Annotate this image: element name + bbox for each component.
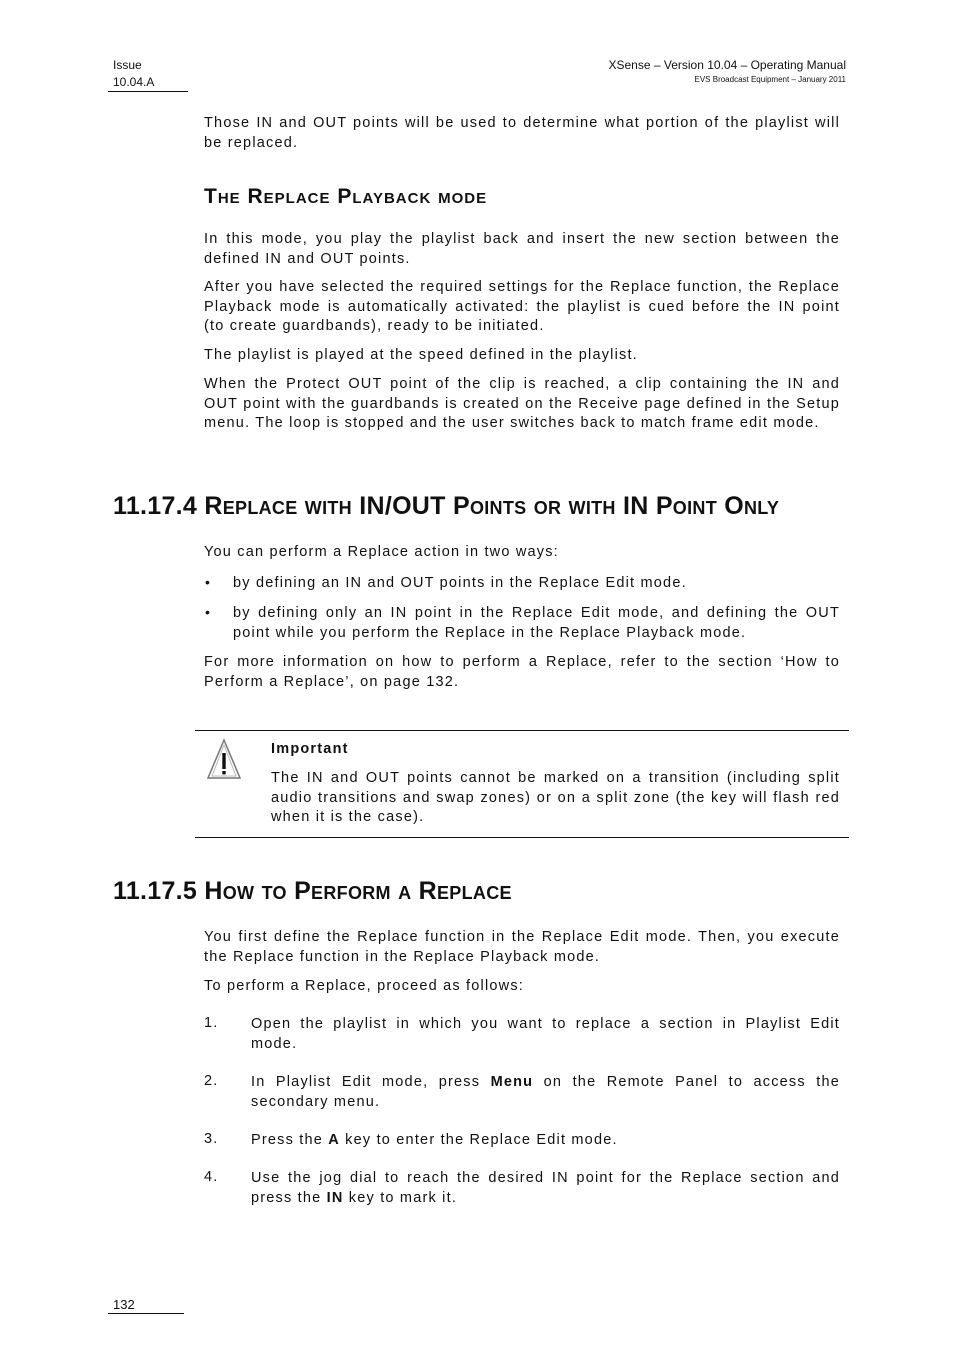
heading-11-17-5: 11.17.5 How to Perform a Replace [113, 877, 512, 905]
section-1175-paragraph-1: You first define the Replace function in the Replace Edit mode. Then, you execute the Replace function in the Replace Playback mode. [204, 929, 840, 965]
intro-paragraph: Those IN and OUT points will be used to determine what portion of the playlist will be replaced. [204, 115, 840, 151]
warning-icon [206, 738, 242, 780]
key-label: A [328, 1132, 340, 1148]
step-number: 1. [204, 1015, 219, 1031]
step-text: Open the playlist in which you want to replace a section in Playlist Edit mode. [251, 1016, 840, 1052]
step-text: Use the jog dial to reach the desired IN point for the Replace section and press the IN key to mark it. [251, 1170, 840, 1206]
key-label: Menu [490, 1074, 534, 1090]
important-text: The IN and OUT points cannot be marked on a transition (including split audio transitions and swap zones) or on a split zone (the key will flash red when it is the case). [271, 770, 840, 825]
header-left-rule [108, 91, 188, 92]
step-text: Press the A key to enter the Replace Edit mode. [251, 1132, 618, 1148]
step-number: 3. [204, 1131, 219, 1147]
key-label: IN [326, 1189, 344, 1206]
publisher-line: EVS Broadcast Equipment – January 2011 [694, 75, 846, 84]
playback-paragraph-3: The playlist is played at the speed defined in the playlist. [204, 347, 638, 363]
step-number: 2. [204, 1073, 219, 1089]
section-1175-paragraph-2: To perform a Replace, proceed as follows: [204, 978, 524, 994]
important-title: Important [271, 741, 349, 757]
heading-11-17-4: 11.17.4 Replace with IN/OUT Points or with IN Point Only [113, 492, 780, 520]
section-1174-more-info: For more information on how to perform a Replace, refer to the section ‘How to Perform a Replace’, on page 132. [204, 654, 840, 690]
playback-paragraph-1: In this mode, you play the playlist back and insert the new section between the defined IN and OUT points. [204, 231, 840, 267]
bullet-item-2: by defining only an IN point in the Replace Edit mode, and defining the OUT point while you perform the Replace in the Replace Playback mode. [233, 605, 840, 641]
playback-paragraph-2: After you have selected the required settings for the Replace function, the Replace Playback mode is automatically activated: the playlist is cued before the IN point (to create guardbands), ready to be initiated. [204, 279, 840, 334]
bullet-dot: • [205, 574, 210, 590]
bullet-dot: • [205, 604, 210, 620]
playback-paragraph-4: When the Protect OUT point of the clip is reached, a clip containing the IN and OUT point with the guardbands is created on the Receive page defined in the Setup menu. The loop is stopped and the user switches back to match frame edit mode. [204, 376, 840, 431]
issue-number: 10.04.A [113, 75, 155, 89]
issue-label: Issue [113, 58, 142, 72]
page-number: 132 [113, 1297, 135, 1312]
step-text: In Playlist Edit mode, press Menu on the Remote Panel to access the secondary menu. [251, 1074, 840, 1110]
note-bottom-rule [195, 837, 849, 838]
section-1174-intro: You can perform a Replace action in two ways: [204, 544, 559, 560]
bullet-item-1: by defining an IN and OUT points in the Replace Edit mode. [233, 575, 687, 591]
step-number: 4. [204, 1169, 219, 1185]
manual-title: XSense – Version 10.04 – Operating Manual [608, 58, 846, 72]
note-top-rule [195, 730, 849, 731]
footer-rule [108, 1313, 184, 1314]
heading-replace-playback-mode: The Replace Playback mode [204, 185, 488, 208]
